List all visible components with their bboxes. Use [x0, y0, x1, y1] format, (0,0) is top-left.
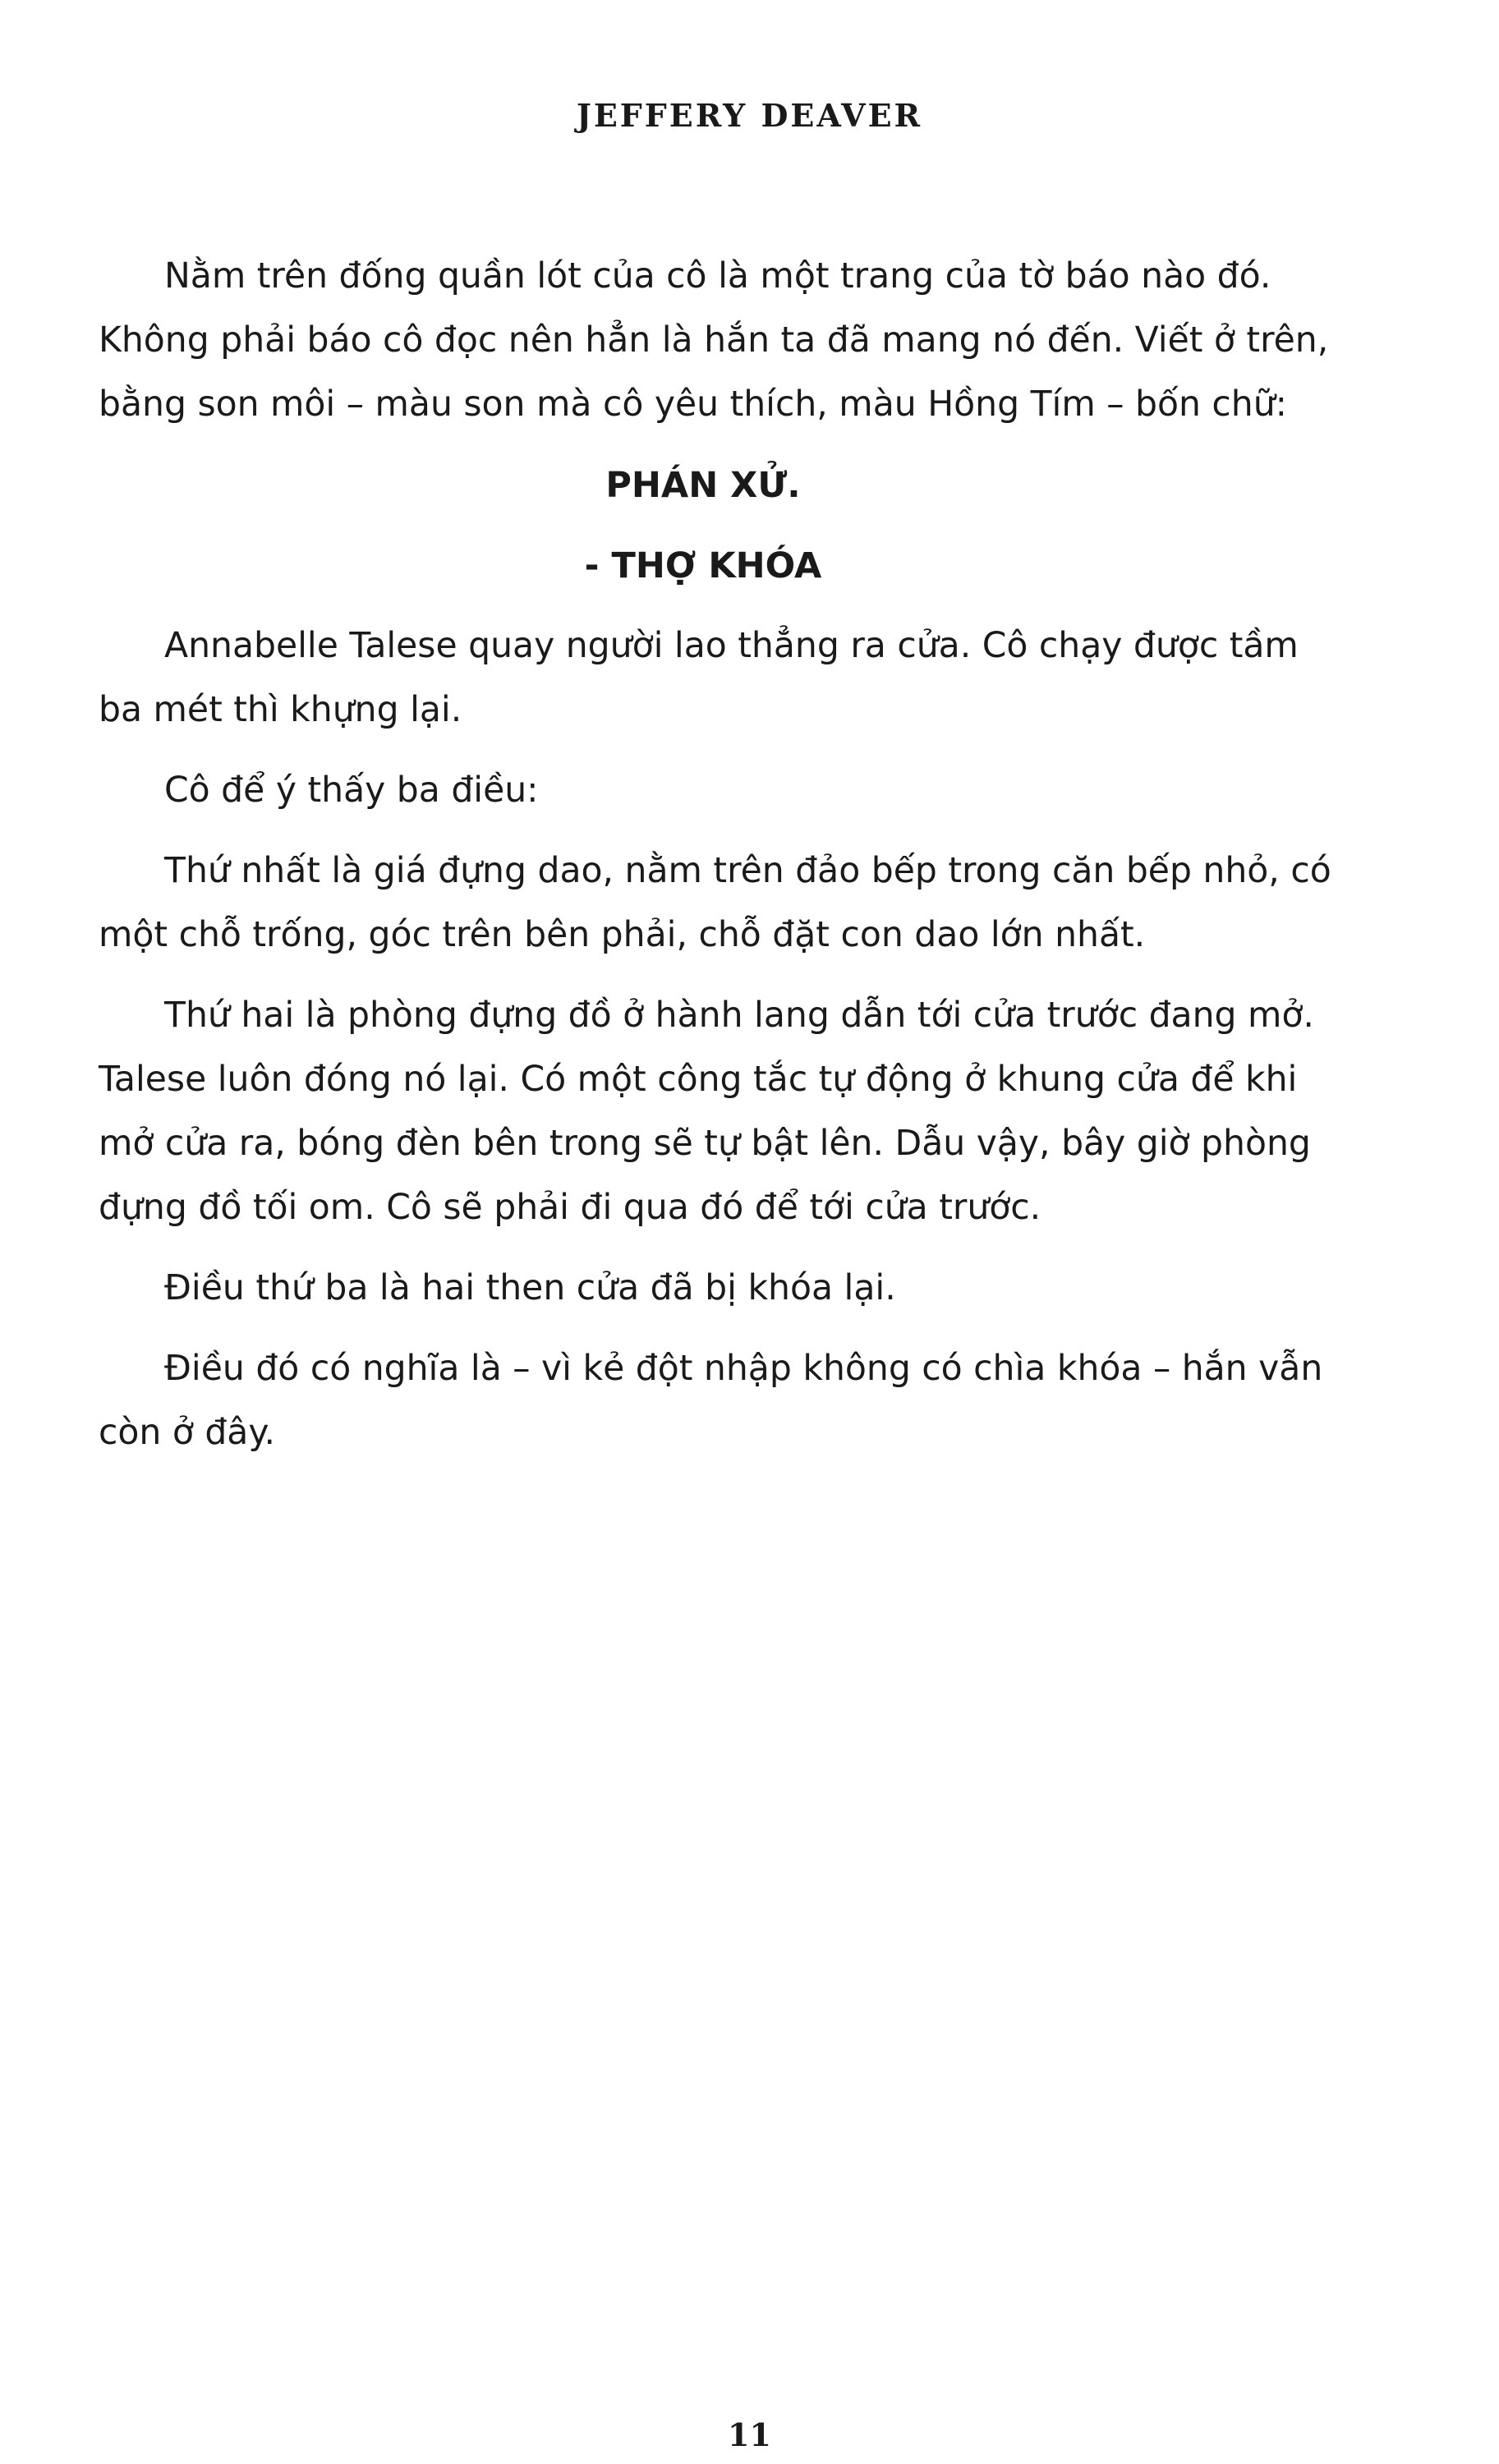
running-head-author: JEFFERY DEAVER	[576, 97, 923, 134]
body-text	[99, 245, 1349, 1482]
page-number: 11	[728, 2416, 771, 2453]
note-text-judgment: PHÁN XỬ.	[605, 465, 801, 506]
paragraph-flee: Annabelle Talese quay người lao thẳng ra cửa. Cô chạy được tầm ba mét thì khựng lại.	[99, 626, 1299, 730]
paragraph-newspaper-note: Nằm trên đống quần lót của cô là một trang của tờ báo nào đó. Không phải báo cô đọc nên hẳn là hắn ta đã mang nó đến. Viết ở trên, bằng son môi – màu son mà cô yêu thích, màu Hồng Tím – bốn chữ:	[99, 256, 1329, 425]
paragraph-first-thing: Thứ nhất là giá đựng dao, nằm trên đảo bếp trong căn bếp nhỏ, có một chỗ trống, góc trên bên phải, chỗ đặt con dao lớn nhất.	[99, 851, 1331, 955]
paragraph-three-things: Cô để ý thấy ba điều:	[164, 770, 539, 811]
note-signature: - THỢ KHÓA	[584, 545, 822, 586]
paragraph-second-thing: Thứ hai là phòng đựng đồ ở hành lang dẫn tới cửa trước đang mở. Talese luôn đóng nó lại. Có một công tắc tự động ở khung cửa để khi mở cửa ra, bóng đèn bên trong sẽ tự bật lên. Dẫu vậy, bây giờ phòng đựng đồ tối om. Cô sẽ phải đi qua đó để tới cửa trước.	[99, 995, 1314, 1228]
paragraph-third-thing: Điều thứ ba là hai then cửa đã bị khóa lại.	[164, 1268, 896, 1308]
paragraph-conclusion: Điều đó có nghĩa là – vì kẻ đột nhập không có chìa khóa – hắn vẫn còn ở đây.	[99, 1349, 1323, 1453]
